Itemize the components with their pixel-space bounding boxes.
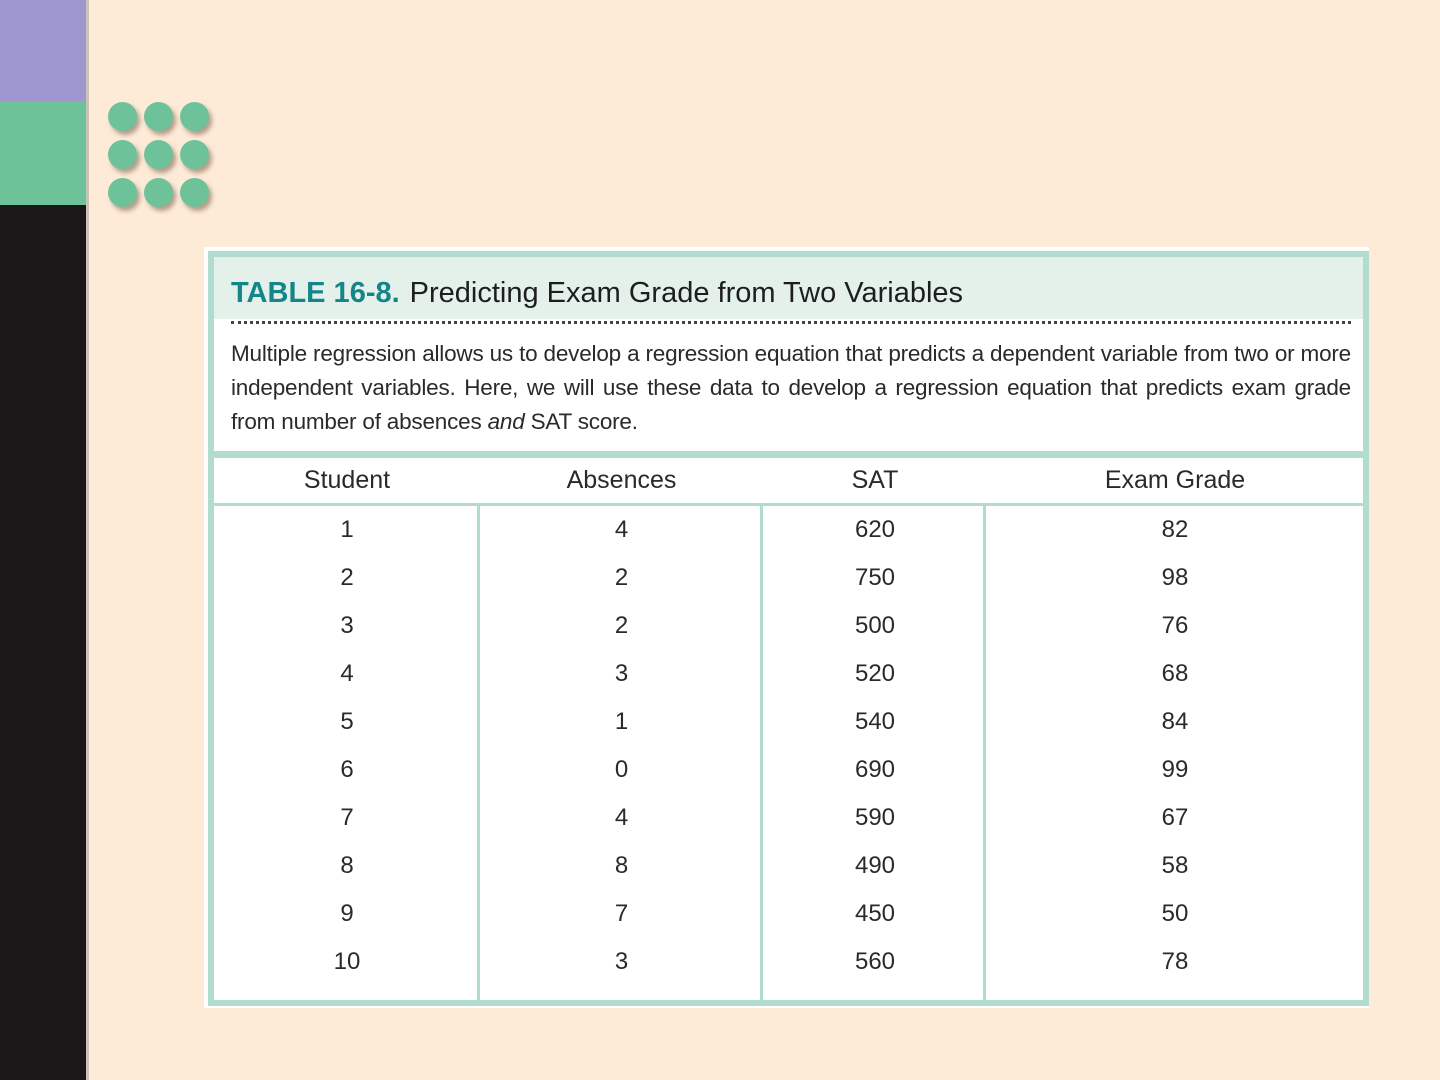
dot-icon [144, 102, 173, 131]
table-row [214, 746, 1363, 794]
cell-absences: 4 [614, 804, 629, 831]
cell-sat: 690 [854, 756, 896, 783]
cell-student: 6 [340, 756, 354, 783]
table-row [214, 698, 1363, 746]
description-emphasis: and [487, 409, 525, 434]
cell-exam-grade: 68 [1161, 660, 1189, 687]
dot-icon [108, 102, 137, 131]
cell-sat: 490 [854, 852, 896, 879]
purple-accent-block [0, 0, 88, 101]
cell-exam-grade: 58 [1161, 852, 1189, 879]
column-header-student: Student [303, 466, 391, 494]
dot-icon [144, 140, 173, 169]
cell-absences: 2 [614, 564, 629, 591]
table-header-row [214, 458, 1363, 503]
dot-icon [108, 140, 137, 169]
sidebar-edge [86, 0, 89, 1080]
cell-absences: 8 [614, 852, 629, 879]
column-header-sat: SAT [851, 466, 899, 494]
dot-icon [144, 178, 173, 207]
table-row [214, 650, 1363, 698]
cell-student: 9 [340, 900, 354, 927]
cell-sat: 620 [854, 516, 896, 543]
cell-exam-grade: 78 [1161, 948, 1189, 975]
cell-sat: 540 [854, 708, 896, 735]
cell-absences: 1 [614, 708, 629, 735]
table-row [214, 794, 1363, 842]
cell-student: 5 [340, 708, 354, 735]
table-body [214, 506, 1363, 1000]
table-title-band [214, 257, 1363, 319]
cell-absences: 4 [614, 516, 629, 543]
cell-absences: 3 [614, 948, 629, 975]
table-description [231, 337, 1351, 439]
table-row [214, 938, 1363, 986]
table-title [231, 277, 963, 310]
cell-student: 4 [340, 660, 354, 687]
cell-exam-grade: 84 [1161, 708, 1189, 735]
dot-icon [108, 178, 137, 207]
cell-sat: 450 [854, 900, 896, 927]
cell-exam-grade: 82 [1161, 516, 1189, 543]
cell-student: 8 [340, 852, 354, 879]
table-panel [208, 251, 1369, 1006]
cell-student: 2 [340, 564, 354, 591]
cell-absences: 7 [614, 900, 629, 927]
column-header-exam-grade: Exam Grade [1104, 466, 1246, 494]
cell-exam-grade: 99 [1161, 756, 1189, 783]
table-row [214, 842, 1363, 890]
cell-sat: 500 [854, 612, 896, 639]
description-text: Multiple regression allows us to develop a regression equation that predicts a dependent variable from two or more independent variables. Here, we will use these data to develop a regression equation that predicts exam grade from number of absences [231, 341, 1351, 434]
dot-icon [180, 178, 209, 207]
column-header-absences: Absences [566, 466, 677, 494]
table-row [214, 890, 1363, 938]
table-title-text: Predicting Exam Grade from Two Variables [409, 277, 964, 309]
cell-exam-grade: 50 [1161, 900, 1189, 927]
cell-exam-grade: 76 [1161, 612, 1189, 639]
dot-icon [180, 102, 209, 131]
table-row [214, 602, 1363, 650]
table-top-rule [214, 451, 1363, 458]
left-sidebar-bar [0, 0, 88, 1080]
green-accent-block [0, 101, 88, 205]
cell-sat: 560 [854, 948, 896, 975]
cell-exam-grade: 98 [1161, 564, 1189, 591]
cell-student: 7 [340, 804, 354, 831]
cell-absences: 3 [614, 660, 629, 687]
dot-icon [180, 140, 209, 169]
cell-sat: 750 [854, 564, 896, 591]
cell-exam-grade: 67 [1161, 804, 1189, 831]
table-figure [204, 247, 1369, 1008]
cell-student: 1 [340, 516, 354, 543]
cell-absences: 0 [614, 756, 629, 783]
description-text-end: SAT score. [524, 409, 638, 434]
dotted-divider [231, 321, 1351, 324]
cell-sat: 520 [854, 660, 896, 687]
table-row [214, 506, 1363, 554]
cell-absences: 2 [614, 612, 629, 639]
cell-student: 3 [340, 612, 354, 639]
table-number: TABLE 16-8. [231, 277, 400, 309]
table-row [214, 554, 1363, 602]
cell-sat: 590 [854, 804, 896, 831]
decorative-dot-grid [106, 100, 216, 210]
cell-student: 10 [333, 948, 361, 975]
